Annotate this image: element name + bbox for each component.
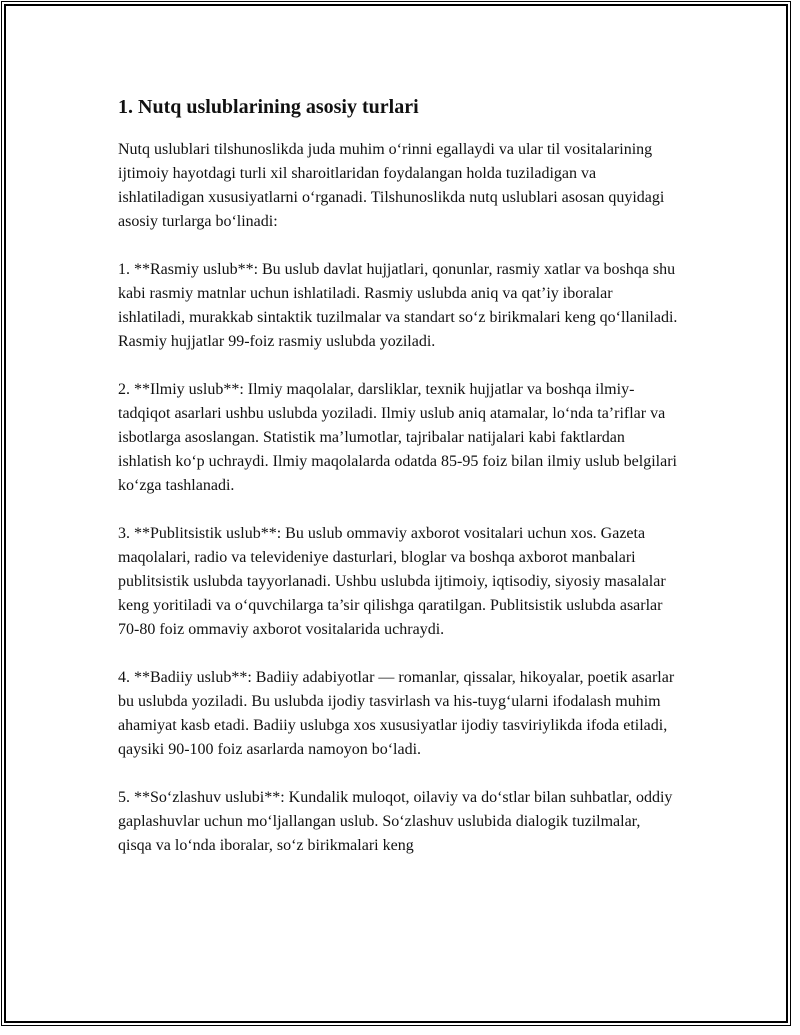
paragraph-ilmiy-uslub: 2. **Ilmiy uslub**: Ilmiy maqolalar, darsliklar, texnik hujjatlar va boshqa ilmiy-tadqiqot asarlari ushbu uslubda yoziladi. Ilmiy uslub aniq atamalar, lo‘nda ta’riflar va isbotlarga asoslangan. Statistik ma’lumotlar, tajribalar natijalari kabi faktlardan ishlatish ko‘p uchraydi. Ilmiy maqolalarda odatda 85-95 foiz bilan ilmiy uslub belgilari ko‘zga tashlanadi. <box>118 381 677 494</box>
document-body <box>118 94 678 858</box>
paragraph-publitsistik-uslub: 3. **Publitsistik uslub**: Bu uslub ommaviy axborot vositalari uchun xos. Gazeta maqolalari, radio va televideniye dasturlari, bloglar va boshqa axborot manbalari publitsistik uslubda tayyorlanadi. Ushbu uslubda ijtimoiy, iqtisodiy, siyosiy masalalar keng yoritiladi va o‘quvchilarga ta’sir qilishga qaratilgan. Publitsistik uslubda asarlar 70-80 foiz ommaviy axborot vositalarida uchraydi. <box>118 525 666 638</box>
paragraph-sozlashuv-uslubi: 5. **So‘zlashuv uslubi**: Kundalik muloqot, oilaviy va do‘stlar bilan suhbatlar, oddiy gaplashuvlar uchun mo‘ljallangan uslub. So‘zlashuv uslubida dialogik tuzilmalar, qisqa va lo‘nda iboralar, so‘z birikmalari keng <box>118 789 673 854</box>
paragraph-rasmiy-uslub: 1. **Rasmiy uslub**: Bu uslub davlat hujjatlari, qonunlar, rasmiy xatlar va boshqa shu kabi rasmiy matnlar uchun ishlatiladi. Rasmiy uslubda aniq va qat’iy iboralar ishlatiladi, murakkab sintaktik tuzilmalar va standart so‘z birikmalari keng qo‘llaniladi. Rasmiy hujjatlar 99-foiz rasmiy uslubda yoziladi. <box>118 261 678 350</box>
intro-paragraph: Nutq uslublari tilshunoslikda juda muhim o‘rinni egallaydi va ular til vositalarining ijtimoiy hayotdagi turli xil sharoitlaridan foydalangan holda tuziladigan va ishlatiladigan xususiyatlarni o‘rganadi. Tilshunoslikda nutq uslublari asosan quyidagi asosiy turlarga bo‘linadi: <box>118 141 665 230</box>
section-heading: 1. Nutq uslublarining asosiy turlari <box>118 96 419 118</box>
paragraph-badiiy-uslub: 4. **Badiiy uslub**: Badiiy adabiyotlar — romanlar, qissalar, hikoyalar, poetik asarlar bu uslubda yoziladi. Bu uslubda ijodiy tasvirlash va his-tuyg‘ularni ifodalash muhim ahamiyat kasb etadi. Badiiy uslubga xos xususiyatlar ijodiy tasviriylikda ifoda etiladi, qaysiki 90-100 foiz asarlarda namoyon bo‘ladi. <box>118 669 675 758</box>
